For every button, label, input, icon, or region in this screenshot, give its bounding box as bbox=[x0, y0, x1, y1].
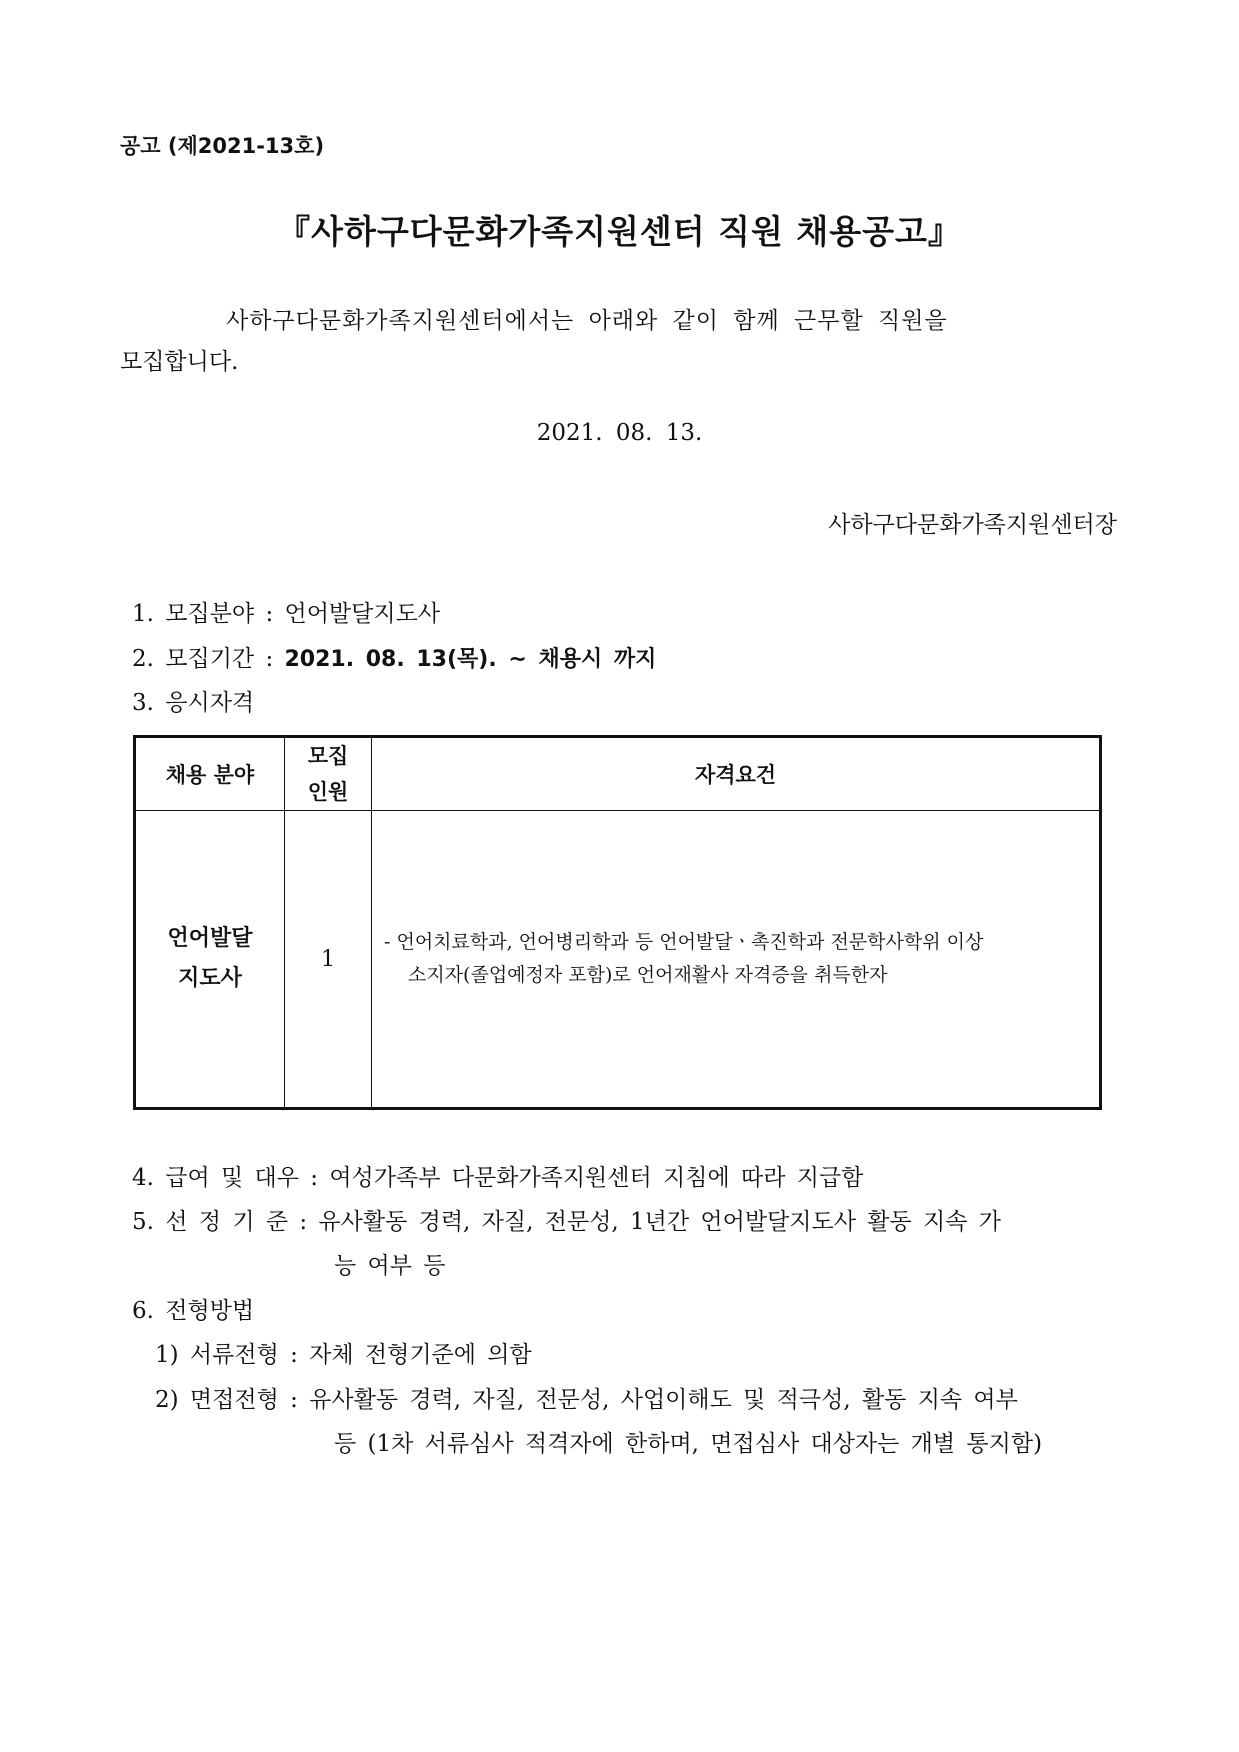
cell-count: 1 bbox=[285, 811, 372, 1109]
organization-head: 사하구다문화가족지원센터장 bbox=[828, 512, 1117, 538]
selection-step-2: 2) 면접전형 : 유사활동 경력, 자질, 전문성, 사업이해도 및 적극성, 활동 지속 여부 bbox=[155, 1387, 1018, 1413]
recruit-period-label: 2. 모집기간 : bbox=[132, 646, 285, 672]
cell-field-line1: 언어발달 bbox=[167, 926, 253, 951]
header-count-line2: 인원 bbox=[307, 780, 349, 804]
selection-step-2-cont: 등 (1차 서류심사 적격자에 한하며, 면접심사 대상자는 개별 통지함) bbox=[334, 1431, 1043, 1457]
header-count bbox=[285, 737, 372, 811]
header-field: 채용 분야 bbox=[135, 737, 285, 811]
recruit-field-value: 언어발달지도사 bbox=[284, 601, 441, 627]
selection-heading: 6. 전형방법 bbox=[132, 1298, 255, 1324]
qualification-heading: 3. 응시자격 bbox=[132, 690, 255, 716]
notice-number: 공고 (제2021-13호) bbox=[120, 134, 325, 158]
criteria-line-1: 5. 선 정 기 준 : 유사활동 경력, 자질, 전문성, 1년간 언어발달지도사 활동 지속 가 bbox=[132, 1209, 1001, 1235]
recruit-period-value: 2021. 08. 13(목). ~ 채용시 까지 bbox=[284, 647, 657, 672]
table-row bbox=[135, 811, 1101, 1109]
salary: 4. 급여 및 대우 : 여성가족부 다문화가족지원센터 지침에 따라 지급함 bbox=[132, 1165, 864, 1191]
qualification-table bbox=[133, 735, 1102, 1110]
page-title: 『사하구다문화가족지원센터 직원 채용공고』 bbox=[277, 212, 962, 251]
notice-date: 2021. 08. 13. bbox=[536, 420, 703, 446]
recruit-period bbox=[132, 640, 656, 673]
req-line-1: - 언어치료학과, 언어병리학과 등 언어발달ㆍ촉진학과 전문학사학위 이상 bbox=[384, 931, 984, 953]
header-count-line1: 모집 bbox=[307, 744, 349, 768]
cell-field-line2: 지도사 bbox=[178, 966, 242, 991]
intro-line-2: 모집합니다. bbox=[120, 349, 239, 375]
selection-step-1: 1) 서류전형 : 자체 전형기준에 의함 bbox=[155, 1342, 532, 1368]
recruit-field-label: 1. 모집분야 : bbox=[132, 601, 285, 627]
table-header-row bbox=[135, 737, 1101, 811]
intro-line-1: 사하구다문화가족지원센터에서는 아래와 같이 함께 근무할 직원을 bbox=[226, 308, 948, 334]
cell-field bbox=[135, 811, 285, 1109]
recruit-field bbox=[132, 595, 440, 628]
header-requirements: 자격요건 bbox=[372, 737, 1101, 811]
cell-requirements bbox=[372, 811, 1101, 1109]
req-line-2: 소지자(졸업예정자 포함)로 언어재활사 자격증을 취득한자 bbox=[408, 964, 888, 986]
criteria-line-2: 능 여부 등 bbox=[334, 1253, 446, 1279]
